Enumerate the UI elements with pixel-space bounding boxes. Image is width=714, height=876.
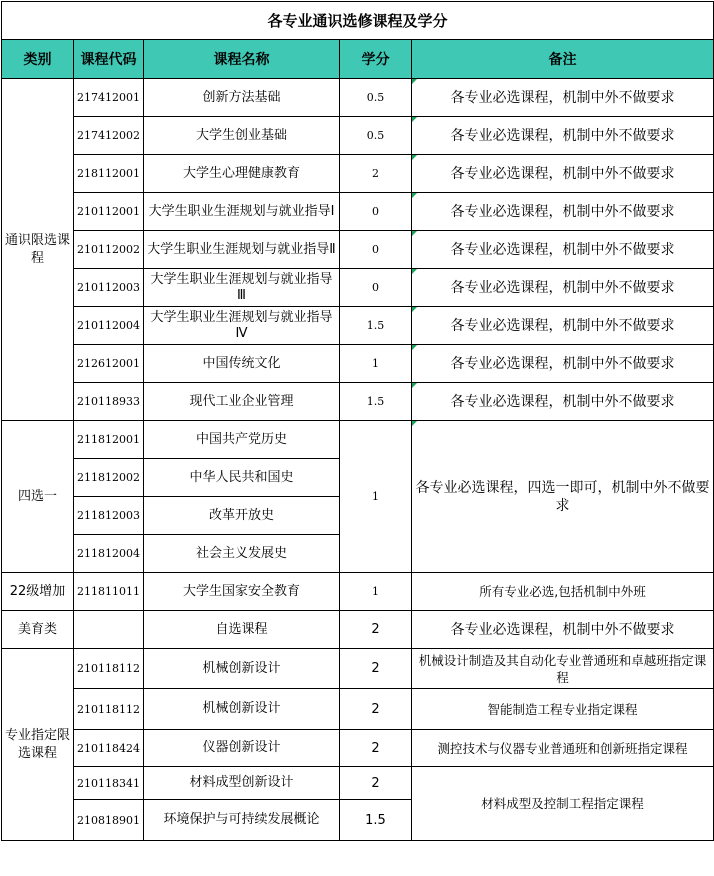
table-row <box>2 730 714 767</box>
code-cell[interactable]: 211812003 <box>74 497 144 535</box>
name-cell[interactable]: 中国传统文化 <box>144 345 340 383</box>
credit-cell[interactable]: 1 <box>340 421 412 573</box>
code-cell[interactable]: 210118933 <box>74 383 144 421</box>
note-cell[interactable]: 各专业必选课程，机制中外不做要求 <box>412 307 714 345</box>
table-row <box>2 689 714 730</box>
code-cell[interactable]: 212612001 <box>74 345 144 383</box>
note-cell[interactable]: 各专业必选课程，机制中外不做要求 <box>412 231 714 269</box>
code-cell[interactable]: 211812002 <box>74 459 144 497</box>
credit-cell[interactable]: 2 <box>340 767 412 800</box>
code-cell[interactable]: 211812004 <box>74 535 144 573</box>
category-cell[interactable]: 四选一 <box>2 421 74 573</box>
credit-cell[interactable]: 1.5 <box>340 307 412 345</box>
note-cell[interactable]: 各专业必选课程，机制中外不做要求 <box>412 117 714 155</box>
name-cell[interactable]: 大学生职业生涯规划与就业指导Ⅲ <box>144 269 340 307</box>
credit-cell[interactable]: 1 <box>340 345 412 383</box>
name-cell[interactable]: 社会主义发展史 <box>144 535 340 573</box>
table-row <box>2 155 714 193</box>
credit-cell[interactable]: 0 <box>340 269 412 307</box>
note-cell[interactable]: 各专业必选课程，机制中外不做要求 <box>412 193 714 231</box>
note-cell[interactable]: 测控技术与仪器专业普通班和创新班指定课程 <box>412 730 714 767</box>
credit-cell[interactable]: 0 <box>340 193 412 231</box>
note-cell[interactable]: 各专业必选课程，机制中外不做要求 <box>412 383 714 421</box>
note-cell[interactable]: 机械设计制造及其自动化专业普通班和卓越班指定课程 <box>412 649 714 689</box>
code-cell[interactable]: 210112004 <box>74 307 144 345</box>
credit-cell[interactable]: 2 <box>340 689 412 730</box>
code-cell[interactable] <box>74 611 144 649</box>
header-code[interactable]: 课程代码 <box>74 40 144 79</box>
name-cell[interactable]: 现代工业企业管理 <box>144 383 340 421</box>
code-cell[interactable]: 217412001 <box>74 79 144 117</box>
note-cell[interactable]: 智能制造工程专业指定课程 <box>412 689 714 730</box>
name-cell[interactable]: 材料成型创新设计 <box>144 767 340 800</box>
note-cell[interactable]: 材料成型及控制工程指定课程 <box>412 767 714 841</box>
note-cell[interactable]: 各专业必选课程，四选一即可，机制中外不做要求 <box>412 421 714 573</box>
credit-cell[interactable]: 0.5 <box>340 117 412 155</box>
category-cell[interactable]: 22级增加 <box>2 573 74 611</box>
category-cell[interactable]: 通识限选课程 <box>2 79 74 421</box>
name-cell[interactable]: 大学生创业基础 <box>144 117 340 155</box>
header-name[interactable]: 课程名称 <box>144 40 340 79</box>
header-note[interactable]: 备注 <box>412 40 714 79</box>
note-cell[interactable]: 所有专业必选,包括机制中外班 <box>412 573 714 611</box>
name-cell[interactable]: 中国共产党历史 <box>144 421 340 459</box>
table-row <box>2 307 714 345</box>
table-row <box>2 269 714 307</box>
header-row <box>2 40 714 79</box>
name-cell[interactable]: 自选课程 <box>144 611 340 649</box>
code-cell[interactable]: 218112001 <box>74 155 144 193</box>
table-row <box>2 649 714 689</box>
table-row <box>2 231 714 269</box>
note-cell[interactable]: 各专业必选课程，机制中外不做要求 <box>412 155 714 193</box>
name-cell[interactable]: 中华人民共和国史 <box>144 459 340 497</box>
name-cell[interactable]: 大学生职业生涯规划与就业指导Ⅰ <box>144 193 340 231</box>
credit-cell[interactable]: 0 <box>340 231 412 269</box>
name-cell[interactable]: 大学生心理健康教育 <box>144 155 340 193</box>
credit-cell[interactable]: 2 <box>340 730 412 767</box>
table-row <box>2 767 714 800</box>
code-cell[interactable]: 210118112 <box>74 689 144 730</box>
table-row <box>2 573 714 611</box>
credit-cell[interactable]: 1 <box>340 573 412 611</box>
table-row <box>2 345 714 383</box>
code-cell[interactable]: 210118424 <box>74 730 144 767</box>
title-row <box>2 2 714 40</box>
code-cell[interactable]: 210118341 <box>74 767 144 800</box>
table-row <box>2 79 714 117</box>
name-cell[interactable]: 改革开放史 <box>144 497 340 535</box>
table-row <box>2 117 714 155</box>
code-cell[interactable]: 211812001 <box>74 421 144 459</box>
code-cell[interactable]: 217412002 <box>74 117 144 155</box>
table-row <box>2 383 714 421</box>
name-cell[interactable]: 大学生职业生涯规划与就业指导Ⅱ <box>144 231 340 269</box>
note-cell[interactable]: 各专业必选课程，机制中外不做要求 <box>412 611 714 649</box>
name-cell[interactable]: 大学生职业生涯规划与就业指导Ⅳ <box>144 307 340 345</box>
credit-cell[interactable]: 0.5 <box>340 79 412 117</box>
sheet-title[interactable]: 各专业通识选修课程及学分 <box>2 2 714 40</box>
credit-cell[interactable]: 2 <box>340 155 412 193</box>
note-cell[interactable]: 各专业必选课程，机制中外不做要求 <box>412 269 714 307</box>
code-cell[interactable]: 210112002 <box>74 231 144 269</box>
table-row <box>2 193 714 231</box>
name-cell[interactable]: 创新方法基础 <box>144 79 340 117</box>
note-cell[interactable]: 各专业必选课程，机制中外不做要求 <box>412 345 714 383</box>
code-cell[interactable]: 210818901 <box>74 800 144 841</box>
course-table <box>1 1 714 841</box>
name-cell[interactable]: 机械创新设计 <box>144 689 340 730</box>
category-cell[interactable]: 专业指定限选课程 <box>2 649 74 841</box>
name-cell[interactable]: 大学生国家安全教育 <box>144 573 340 611</box>
category-cell[interactable]: 美育类 <box>2 611 74 649</box>
credit-cell[interactable]: 1.5 <box>340 383 412 421</box>
header-category[interactable]: 类别 <box>2 40 74 79</box>
name-cell[interactable]: 机械创新设计 <box>144 649 340 689</box>
code-cell[interactable]: 210112003 <box>74 269 144 307</box>
note-cell[interactable]: 各专业必选课程，机制中外不做要求 <box>412 79 714 117</box>
code-cell[interactable]: 211811011 <box>74 573 144 611</box>
credit-cell[interactable]: 1.5 <box>340 800 412 841</box>
code-cell[interactable]: 210118112 <box>74 649 144 689</box>
table-row <box>2 611 714 649</box>
code-cell[interactable]: 210112001 <box>74 193 144 231</box>
name-cell[interactable]: 环境保护与可持续发展概论 <box>144 800 340 841</box>
credit-cell[interactable]: 2 <box>340 649 412 689</box>
table-row <box>2 421 714 459</box>
name-cell[interactable]: 仪器创新设计 <box>144 730 340 767</box>
credit-cell[interactable]: 2 <box>340 611 412 649</box>
header-credit[interactable]: 学分 <box>340 40 412 79</box>
